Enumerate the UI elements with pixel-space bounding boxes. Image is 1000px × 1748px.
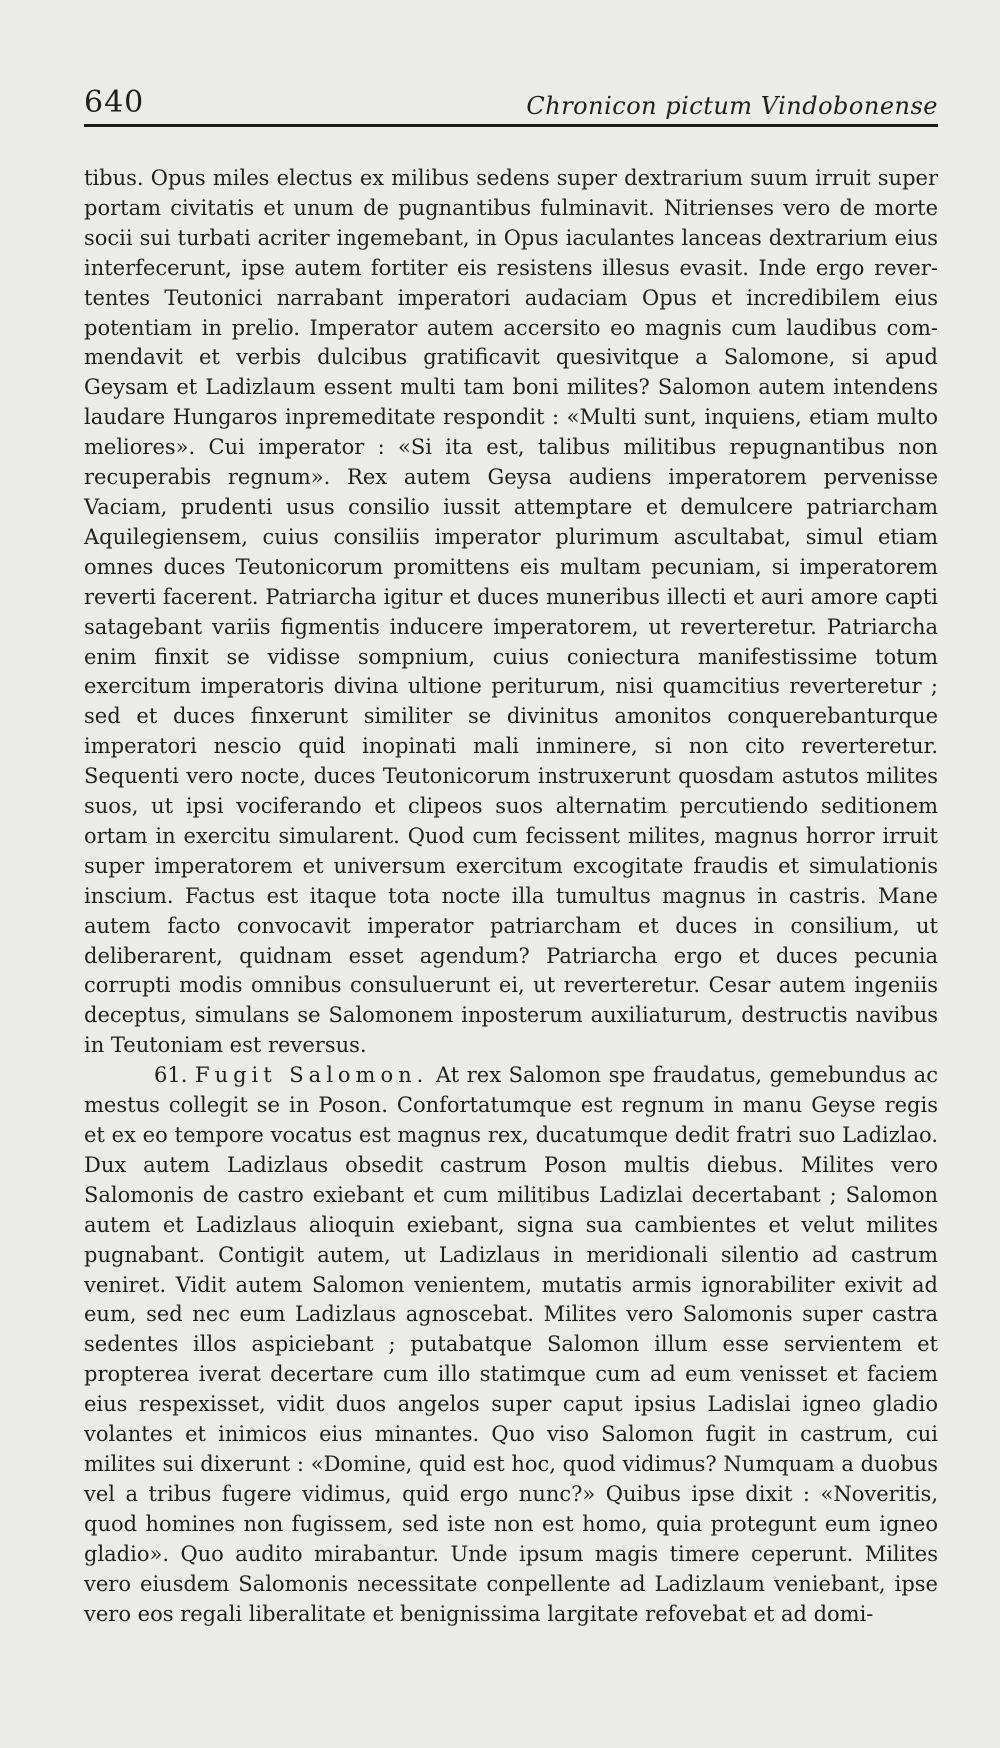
- page-number: 640: [84, 85, 145, 120]
- body-text: [84, 164, 938, 1629]
- chapter-number: 61.: [154, 1063, 188, 1088]
- chapter-title: Fugit Salomon.: [195, 1063, 429, 1088]
- paragraph-1: tibus. Opus miles electus ex milibus sedens super dextrarium suum irruit super portam civitatis et unum de pugnantibus fulminavit. Nitrienses vero de morte socii sui turbati acriter ingemebant, in Opus iaculantes lanceas dextrarium eius interfecerunt, ipse autem fortiter eis resistens illesus evasit. Inde ergo revertentes Teutonici narrabant imperatori audaciam Opus et incredibilem eius potentiam in prelio. Imperator autem accersito eo magnis cum laudibus commendavit et verbis dulcibus gratificavit quesivitque a Salomone, si apud Geysam et Ladizlaum essent multi tam boni milites? Salomon autem intendens laudare Hungaros inpremeditate respondit : «Multi sunt, inquiens, etiam multo meliores». Cui imperator : «Si ita est, talibus militibus repugnantibus non recuperabis regnum». Rex autem Geysa audiens imperatorem pervenisse Vaciam, prudenti usus consilio iussit attemptare et demulcere patriarcham Aquilegiensem, cuius consiliis imperator plurimum ascultabat, simul etiam omnes duces Teutonicorum promittens eis multam pecuniam, si imperatorem reverti facerent. Patriarcha igitur et duces muneribus illecti et auri amore capti satagebant variis figmentis inducere imperatorem, ut reverteretur. Patriarcha enim finxit se vidisse sompnium, cuius coniectura manifestissime totum exercitum imperatoris divina ultione periturum, nisi quamcitius reverteretur ; sed et duces finxerunt similiter se divinitus amonitos conquerebanturque imperatori nescio quid inopinati mali inminere, si non cito reverteretur. Sequenti vero nocte, duces Teutonicorum instruxerunt quosdam astutos milites suos, ut ipsi vociferando et clipeos suos alternatim percutiendo seditionem ortam in exercitu simularent. Quod cum fecissent milites, magnus horror irruit super imperatorem et universum exercitum excogitate fraudis et simulationis inscium. Factus est itaque tota nocte illa tumultus magnus in castris. Mane autem facto convocavit imperator patriarcham et duces in consilium, ut deliberarent, quidnam esset agendum? Patriarcha ergo et duces pecunia corrupti modis omnibus consuluerunt ei, ut reverteretur. Cesar autem ingeniis deceptus, simulans se Salomonem inposterum auxiliaturum, destructis navibus in Teutoniam est reversus.: [84, 166, 938, 1058]
- chapter-61-paragraph: [84, 1061, 938, 1629]
- running-title: Chronicon pictum Vindobonense: [526, 92, 938, 120]
- page-header: [84, 86, 938, 126]
- header-rule: [84, 124, 938, 127]
- paragraph-2-text: At rex Salomon spe fraudatus, gemebundus ac mestus collegit se in Poson. Confortatumque est regnum in manu Geyse regis et ex eo tempore vocatus est magnus rex, ducatumque dedit fratri suo Ladizlao. Dux autem Ladizlaus obsedit castrum Poson multis diebus. Milites vero Salomonis de castro exiebant et cum militibus Ladizlai decertabant ; Salomon autem et Ladizlaus alioquin exiebant, signa sua cambientes et velut milites pugnabant. Contigit autem, ut Ladizlaus in meridionali silentio ad castrum veniret. Vidit autem Salomon venientem, mutatis armis ignorabiliter exivit ad eum, sed nec eum Ladizlaus agnoscebat. Milites vero Salomonis super castra sedentes illos aspiciebant ; putabatque Salomon illum esse servientem et propterea iverat decertare cum illo statimque cum ad eum venisset et faciem eius respexisset, vidit duos angelos super caput ipsius Ladislai igneo gladio volantes et inimicos eius minantes. Quo viso Salomon fugit in castrum, cui milites sui dixerunt : «Domine, quid est hoc, quod vidimus? Numquam a duobus vel a tribus fugere vidimus, quid ergo nunc?» Quibus ipse dixit : «Noveritis, quod homines non fugissem, sed iste non est homo, quia protegunt eum igneo gladio». Quo audito mirabantur. Unde ipsum magis timere ceperunt. Milites vero eiusdem Salomonis necessitate conpellente ad Ladizlaum veniebant, ipse vero eos regali liberalitate et benignissima largitate refovebat et ad domi-: [84, 1063, 938, 1626]
